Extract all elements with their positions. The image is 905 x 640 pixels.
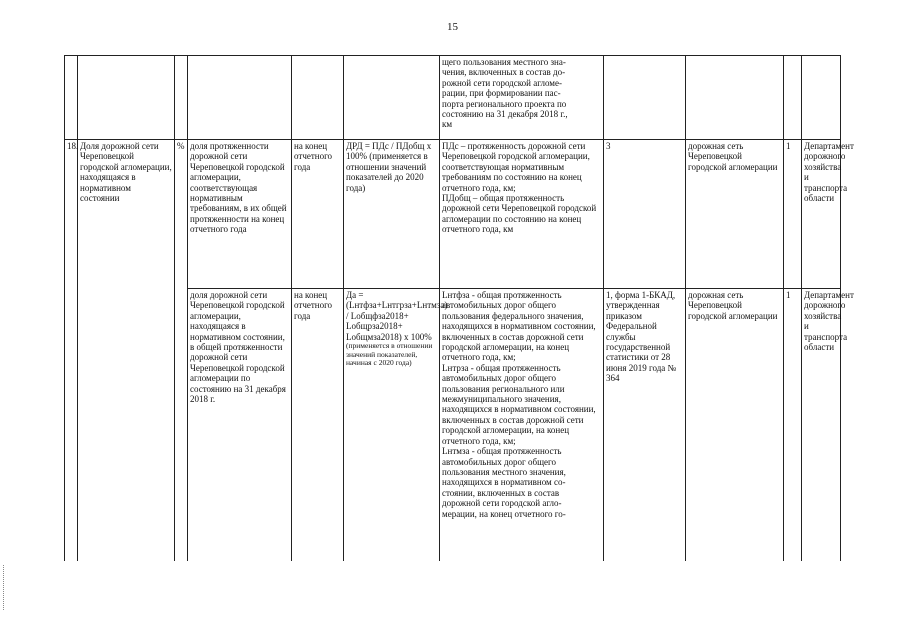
table-row (65, 140, 841, 289)
page-number: 15 (447, 21, 458, 33)
indicator-formula (344, 289, 448, 561)
cell-responsible (802, 56, 841, 140)
cell-unit (175, 56, 188, 140)
cell-source (604, 56, 686, 140)
row-number: 18. (65, 140, 78, 561)
cell-number (65, 56, 78, 140)
formula-note: (применяется в отношении значений показателей, начиная с 2020 года) (346, 341, 433, 368)
indicator-table (64, 55, 854, 561)
indicator-formula: ДРД = ПДс / ПДобщ х 100% (применяется в отношении значений показателей до 2020 года) (344, 140, 440, 289)
indicator-responsible: Департамент дорожного хозяйства и транспорта области (802, 140, 841, 289)
indicator-description: ПДс – протяженность дорожной сети Череповецкой городской агломерации, соответствующая нормативным требованиям по состоянию на конец отчетного года, км; ПДобщ – общая протяженность дорожной сети Череповецкой городской агломерации по состоянию на конец отчетного года, км (440, 140, 604, 289)
continuation-row (65, 56, 841, 140)
indicator-period: на конец отчетного года (292, 140, 344, 289)
indicator-source: 1, форма 1-БКАД, утвержденная приказом Федеральной службы государственной статистики от 28 июня 2019 года № 364 (604, 289, 686, 561)
cell-formula (344, 56, 440, 140)
indicator-definition: доля дорожной сети Череповецкой городской агломерации, находящаяся в нормативном состоянии, в общей протяженности дорожной сети Череповецкой городской агломерации по состоянию на 31 декабря 2018 г. (188, 289, 292, 561)
cell-period (292, 56, 344, 140)
indicator-source: 3 (604, 140, 686, 289)
cell-level (784, 56, 802, 140)
scan-edge-marks (3, 565, 7, 610)
cell-description: щего пользования местного зна- чения, включенных в состав до- рожной сети городской агломе- рации, при формировании пас- порта регионального проекта по состоянию на 31 декабря 2018 г., км (440, 56, 604, 140)
indicator-object: дорожная сеть Череповецкой городской агломерации (686, 289, 784, 561)
indicator-period: на конец отчетного года (292, 289, 344, 561)
cell-definition (188, 56, 292, 140)
indicator-definition: доля протяженности дорожной сети Череповецкой городской агломерации, соответствующая нормативным требованиям, в их общей протяженности на конец отчетного года (188, 140, 292, 289)
indicator-responsible: Департамент дорожного хозяйства и транспорта области (802, 289, 841, 561)
indicator-object: дорожная сеть Череповецкой городской агломерации (686, 140, 784, 289)
cell-name (78, 56, 175, 140)
indicator-level: 1 (784, 140, 802, 289)
indicator-description: Lнтфза - общая протяженность автомобильных дорог общего пользования федерального значения, находящихся в нормативном состоянии, включенных в состав дорожной сети городской агломерации, на конец отчетного года, км; Lнтрза - общая протяженность автомобильных дорог общего пользования регионального или межмуниципального значения, находящихся в нормативном состоянии, включенных в состав дорожной сети городской агломерации, на конец отчетного года, км; Lнтмза - общая протяженность автомобильных дорог общего пользования местного значения, находящихся в нормативном со- стоянии, включенных в состав дорожной сети городской агло- мерации, на конец отчетного го- (440, 289, 604, 561)
indicator-name: Доля дорожной сети Череповецкой городской агломерации, находящаяся в нормативном состоянии (78, 140, 175, 561)
formula-text: Да = (Lнтфза+Lнтгрза+Lнтмза) / Lобщфза2018+ Lобщрза2018+ Lобщмза2018) х 100% (346, 290, 448, 342)
cell-object (686, 56, 784, 140)
indicator-unit: % (175, 140, 188, 561)
indicator-level: 1 (784, 289, 802, 561)
